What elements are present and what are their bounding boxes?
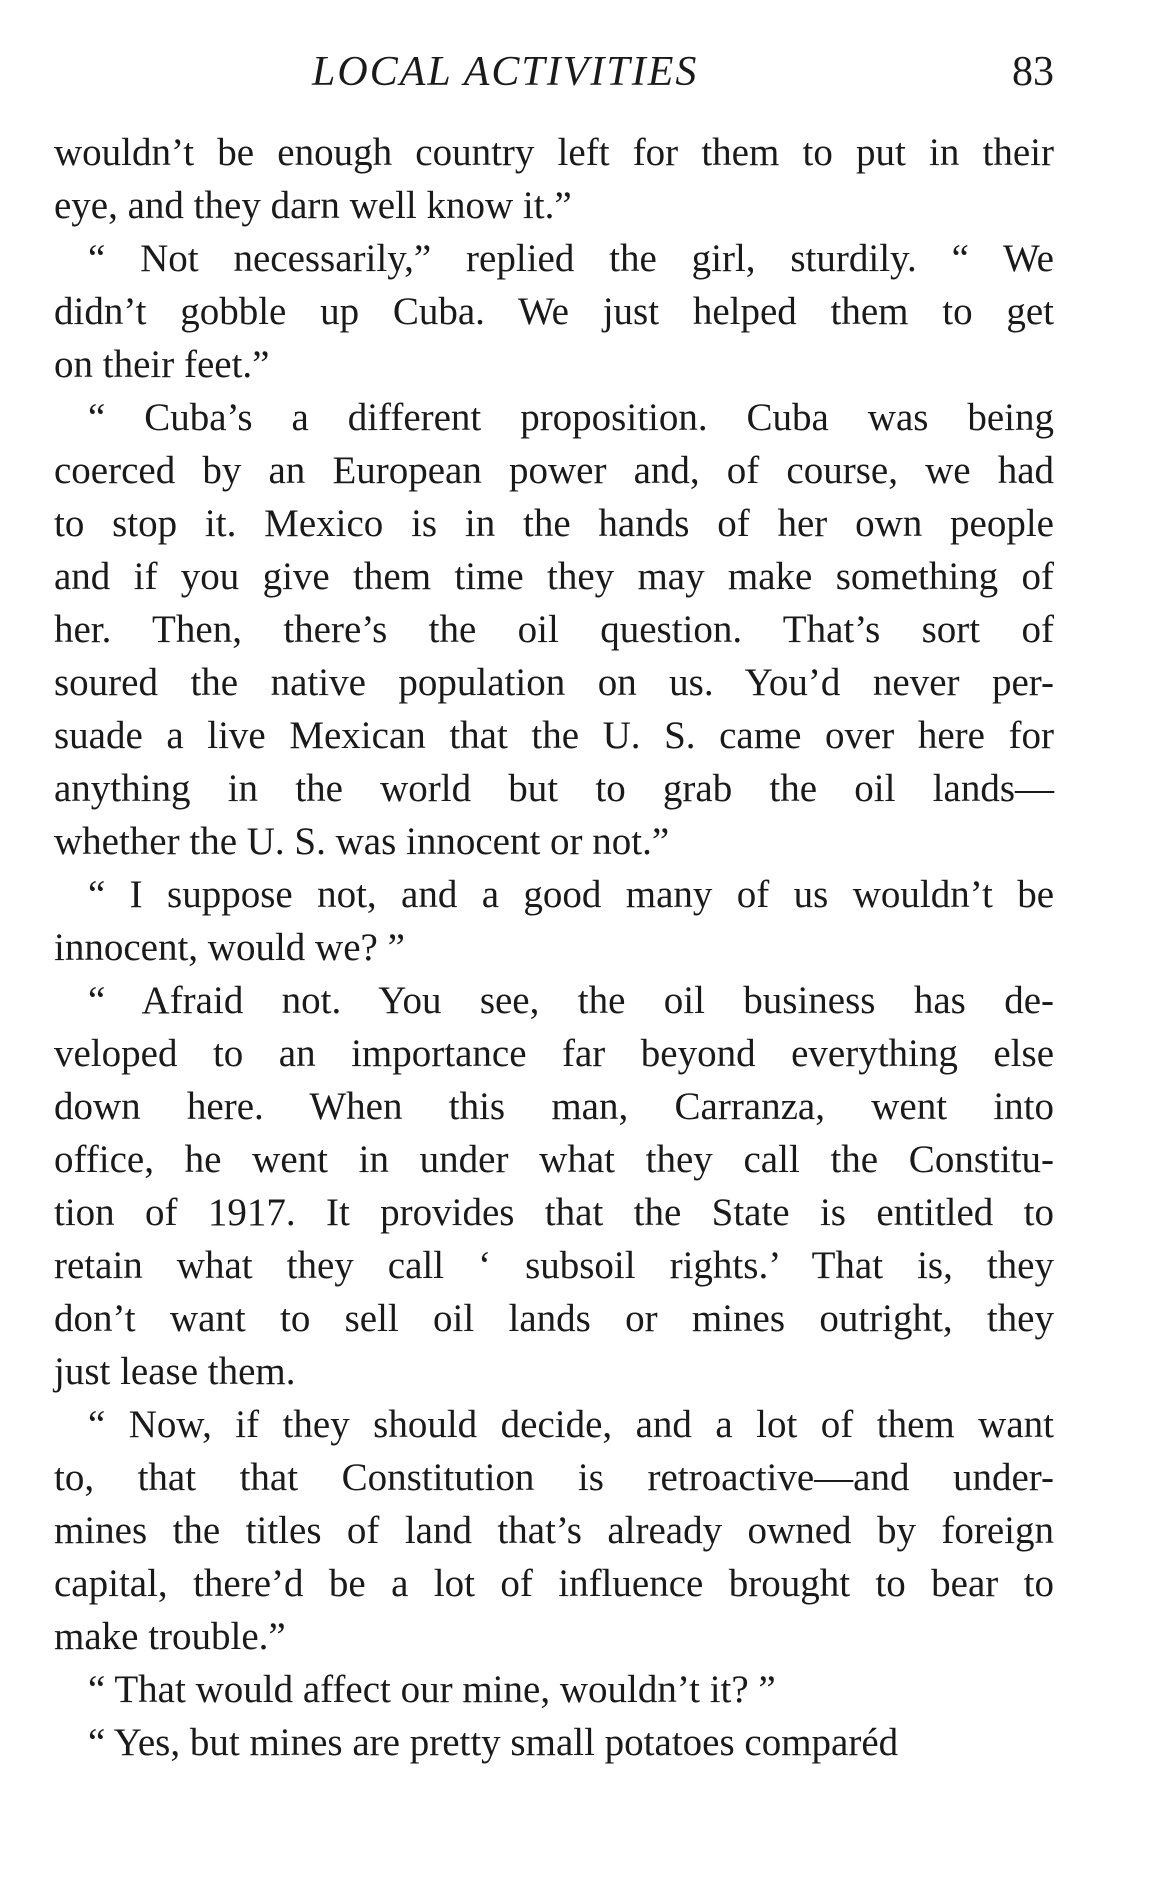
text-line: didn’t gobble up Cuba. We just helped them to get [54,290,1054,333]
text-line: innocent, would we? ” [54,926,405,969]
text-line: “ Cuba’s a different proposition. Cuba was being [88,396,1054,439]
text-line: capital, there’d be a lot of influence brought to bear to [54,1562,1054,1605]
text-line: wouldn’t be enough country left for them to put in their [54,131,1054,174]
page-header [54,44,1054,100]
text-line: “ That would affect our mine, wouldn’t it? ” [88,1668,776,1711]
text-line: make trouble.” [54,1615,286,1658]
text-line: to stop it. Mexico is in the hands of her own people [54,502,1054,545]
text-line: whether the U. S. was innocent or not.” [54,820,670,863]
text-line: on their feet.” [54,343,270,386]
text-line: “ Afraid not. You see, the oil business has de- [88,979,1054,1022]
text-line: tion of 1917. It provides that the State is entitled to [54,1191,1054,1234]
text-line: and if you give them time they may make something of [54,555,1054,598]
text-line: don’t want to sell oil lands or mines outright, they [54,1297,1054,1340]
text-line: coerced by an European power and, of course, we had [54,449,1054,492]
running-title: LOCAL ACTIVITIES [312,49,699,95]
text-line: “ Now, if they should decide, and a lot of them want [88,1403,1054,1446]
page-number: 83 [1012,49,1054,95]
text-line: down here. When this man, Carranza, went into [54,1085,1054,1128]
text-line: just lease them. [54,1350,296,1393]
text-line: veloped to an importance far beyond everything else [54,1032,1054,1075]
text-line: soured the native population on us. You’d never per- [54,661,1054,704]
text-line: “ Yes, but mines are pretty small potatoes comparéd [88,1721,899,1764]
text-line: “ I suppose not, and a good many of us wouldn’t be [88,873,1054,916]
text-line: mines the titles of land that’s already owned by foreign [54,1509,1054,1552]
text-line: her. Then, there’s the oil question. That’s sort of [54,608,1054,651]
text-line: eye, and they darn well know it.” [54,184,572,227]
text-line: anything in the world but to grab the oil lands— [54,767,1054,810]
text-line: to, that that Constitution is retroactive—and under- [54,1456,1054,1499]
text-line: suade a live Mexican that the U. S. came over here for [54,714,1054,757]
text-line: “ Not necessarily,” replied the girl, sturdily. “ We [88,237,1054,280]
text-line: office, he went in under what they call the Constitu- [54,1138,1054,1181]
text-line: retain what they call ‘ subsoil rights.’ That is, they [54,1244,1054,1287]
body-text [54,126,1054,1769]
